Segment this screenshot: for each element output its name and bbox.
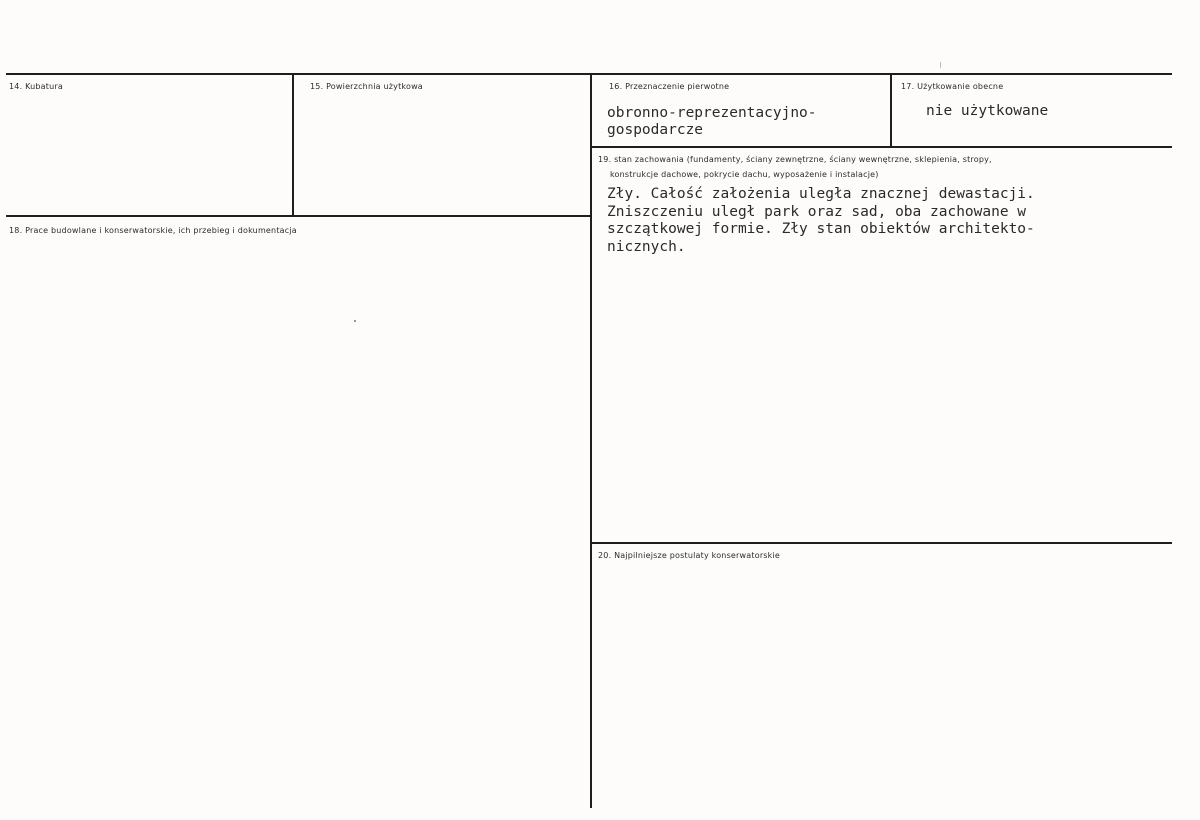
paper-speck bbox=[940, 62, 941, 68]
top-border bbox=[6, 73, 1172, 75]
divider-14-18 bbox=[6, 215, 591, 217]
field-19-value-line-2: Zniszczeniu uległ park oraz sad, oba zachowane w bbox=[607, 204, 1027, 220]
center-divider bbox=[590, 74, 592, 808]
field-19-label-line-2: konstrukcje dachowe, pokrycie dachu, wyposażenie i instalacje) bbox=[610, 170, 879, 179]
field-16-value-line-2: gospodarcze bbox=[607, 122, 704, 138]
field-20-label: 20. Najpilniejsze postulaty konserwatorskie bbox=[598, 551, 781, 560]
divider-19-20 bbox=[591, 542, 1172, 544]
field-19-label-line-1: 19. stan zachowania (fundamenty, ściany zewnętrzne, ściany wewnętrzne, sklepienia, stropy, bbox=[598, 155, 992, 164]
field-18-label: 18. Prace budowlane i konserwatorskie, ich przebieg i dokumentacja bbox=[9, 226, 297, 235]
field-19-value-line-4: nicznych. bbox=[607, 239, 686, 255]
divider-16-17 bbox=[890, 74, 892, 146]
field-17-value: nie użytkowane bbox=[926, 103, 1049, 119]
field-14-label: 14. Kubatura bbox=[9, 82, 63, 91]
field-15-label: 15. Powierzchnia użytkowa bbox=[310, 82, 423, 91]
field-19-value-line-3: szczątkowej formie. Zły stan obiektów architekto- bbox=[607, 221, 1035, 237]
field-17-label: 17. Użytkowanie obecne bbox=[901, 82, 1004, 91]
divider-14-15 bbox=[292, 74, 294, 216]
divider-16-19 bbox=[591, 146, 1172, 148]
field-16-label: 16. Przeznaczenie pierwotne bbox=[609, 82, 730, 91]
paper-speck bbox=[354, 320, 356, 322]
field-16-value-line-1: obronno-reprezentacyjno- bbox=[607, 105, 817, 121]
field-19-value-line-1: Zły. Całość założenia uległa znacznej dewastacji. bbox=[607, 186, 1035, 202]
